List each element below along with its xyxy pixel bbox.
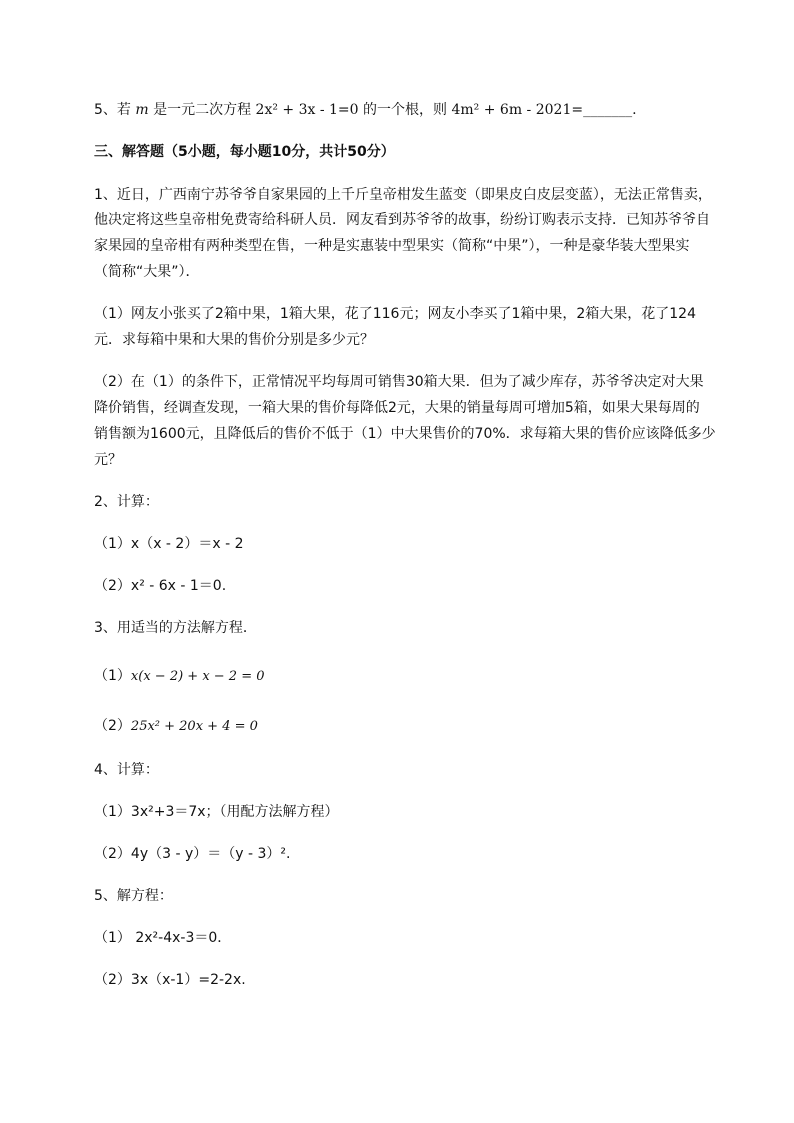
q4-part-1: （1）3x²+3＝7x；（用配方法解方程） — [94, 804, 339, 820]
q5-part-1: （1） 2x²-4x-3＝0． — [94, 930, 232, 946]
q5-expression: 4m² + 6m - 2021=_______. — [451, 102, 637, 118]
q1-line-1: 1、近日，广西南宁苏爷爷自家果园的上千斤皇帝柑发生蓝变（即果皮白皮层变蓝），无法正常售卖， — [94, 187, 712, 203]
q3-part-2-label: （2） — [94, 718, 131, 734]
q5-var-m: m — [135, 102, 149, 118]
q3-title: 3、用适当的方法解方程． — [94, 620, 257, 636]
q5-part-2: （2）3x（x-1）=2-2x. — [94, 972, 246, 988]
q2-part-1: （1）x（x - 2）＝x - 2 — [94, 536, 244, 552]
q3-part-1-label: （1） — [94, 668, 131, 684]
q3-part-2-equation: 25x² + 20x + 4 = 0 — [130, 719, 258, 734]
q4-part-2: （2）4y（3 - y）＝（y - 3）². — [94, 846, 291, 862]
q5-mid: 是一元二次方程 — [148, 102, 256, 118]
q2-title: 2、计算： — [94, 494, 159, 510]
q5-mid2: 的一个根，则 — [358, 102, 452, 118]
q1-part1-line-1: （1）网友小张买了2箱中果，1箱大果，花了116元；网友小李买了1箱中果，2箱大果，花了124 — [94, 306, 696, 322]
q5-prefix: 5、若 — [94, 102, 136, 118]
q3-part-1 — [94, 666, 265, 687]
q2-part-2: （2）x² - 6x - 1＝0. — [94, 578, 227, 594]
q3-part-2 — [94, 716, 258, 737]
prev-question-5 — [94, 100, 637, 120]
q1-line-3: 家果园的皇帝柑有两种类型在售，一种是实惠装中型果实（简称“中果”），一种是豪华装大型果实 — [94, 238, 690, 254]
q1-part2-line-3: 销售额为1600元，且降低后的售价不低于（1）中大果售价的70%．求每箱大果的售价应该降低多少 — [94, 426, 716, 442]
q1-part2-line-4: 元？ — [94, 452, 122, 468]
q4-title: 4、计算： — [94, 762, 159, 778]
q5-title: 5、解方程： — [94, 888, 173, 904]
q1-line-4: （简称“大果”）． — [94, 264, 200, 280]
q3-part-1-equation: x(x − 2) + x − 2 = 0 — [130, 669, 265, 684]
section-title: 三、解答题（5小题，每小题10分，共计50分） — [94, 144, 395, 160]
q1-line-2: 他决定将这些皇帝柑免费寄给科研人员．网友看到苏爷爷的故事，纷纷订购表示支持．已知苏爷爷自 — [94, 212, 710, 228]
q1-part2-line-2: 降价销售，经调查发现，一箱大果的售价每降低2元，大果的销量每周可增加5箱，如果大果每周的 — [94, 400, 700, 416]
q1-part2-line-1: （2）在（1）的条件下，正常情况平均每周可销售30箱大果．但为了减少库存，苏爷爷决定对大果 — [94, 374, 704, 390]
q5-equation: 2x² + 3x - 1=0 — [255, 102, 359, 118]
q1-part1-line-2: 元．求每箱中果和大果的售价分别是多少元？ — [94, 332, 374, 348]
